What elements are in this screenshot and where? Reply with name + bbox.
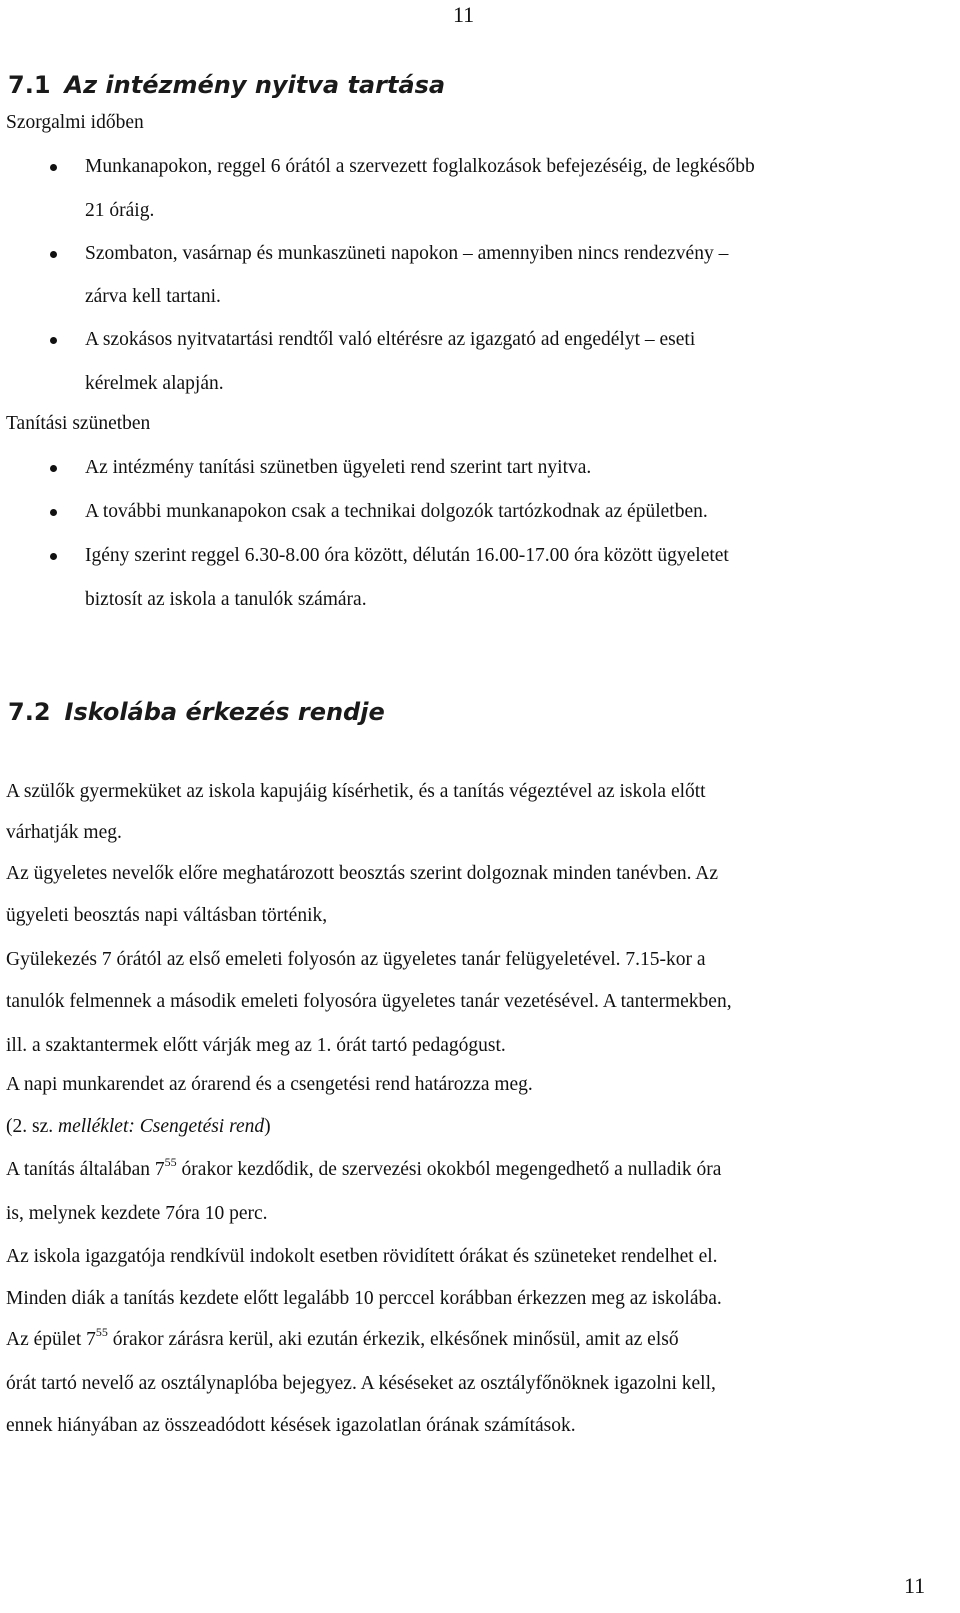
section-title: Iskolába érkezés rendje — [64, 698, 385, 726]
subheading-szorgalmi: Szorgalmi időben — [6, 112, 144, 133]
bullet-icon — [50, 164, 57, 171]
bullet-item-line: biztosít az iskola a tanulók számára. — [85, 589, 367, 610]
closing-time-line — [6, 1325, 679, 1350]
annex-title: melléklet: Csengetési rend — [58, 1116, 265, 1137]
bullet-item-line: Szombaton, vasárnap és munkaszüneti napokon – amennyiben nincs rendezvény – — [85, 243, 729, 264]
paragraph-line: ennek hiányában az összeadódott késések igazolatlan órának számítások. — [6, 1415, 576, 1436]
bullet-item-line: zárva kell tartani. — [85, 286, 221, 307]
page-number-top: 11 — [453, 2, 475, 27]
bullet-item-line: Az intézmény tanítási szünetben ügyeleti rend szerint tart nyitva. — [85, 457, 592, 478]
section-number: 7.1 — [8, 71, 51, 99]
bullet-icon — [50, 553, 57, 560]
paragraph-line: órát tartó nevelő az osztálynaplóba bejegyez. A késéseket az osztályfőnöknek igazolni kell, — [6, 1373, 716, 1394]
paragraph-line: Gyülekezés 7 órától az első emeleti folyosón az ügyeletes tanár felügyeletével. 7.15-kor a — [6, 949, 706, 970]
paragraph-line: Minden diák a tanítás kezdete előtt legalább 10 perccel korábban érkezzen meg az iskolába. — [6, 1288, 722, 1309]
start-time-minutes: 55 — [164, 1155, 177, 1169]
section-number: 7.2 — [8, 698, 51, 726]
bullet-item-line: Igény szerint reggel 6.30-8.00 óra között, délután 16.00-17.00 óra között ügyeletet — [85, 545, 729, 566]
bullet-item-line: 21 óráig. — [85, 200, 155, 221]
bullet-item-line: A további munkanapokon csak a technikai dolgozók tartózkodnak az épületben. — [85, 501, 708, 522]
paragraph-line: várhatják meg. — [6, 822, 122, 843]
start-time-text-rest: órakor kezdődik, de szervezési okokból megengedhető a nulladik óra — [176, 1159, 722, 1180]
bullet-item-line: kérelmek alapján. — [85, 373, 224, 394]
start-time-text: A tanítás általában 7 — [6, 1159, 165, 1180]
paragraph-line: A napi munkarendet az órarend és a csengetési rend határozza meg. — [6, 1074, 533, 1095]
annex-reference — [6, 1117, 271, 1137]
page-number-bottom: 11 — [904, 1573, 926, 1598]
paragraph-line: ügyeleti beosztás napi váltásban történik, — [6, 905, 328, 926]
paragraph-line: tanulók felmennek a második emeleti folyosóra ügyeletes tanár vezetésével. A tantermekben, — [6, 991, 732, 1012]
closing-time-minutes: 55 — [95, 1325, 108, 1339]
paragraph-line: Az ügyeletes nevelők előre meghatározott beosztás szerint dolgoznak minden tanévben. Az — [6, 863, 719, 884]
paragraph-line: A szülők gyermeküket az iskola kapujáig kísérhetik, és a tanítás végeztével az iskola előtt — [6, 781, 706, 802]
bullet-icon — [50, 465, 57, 472]
paragraph-line: is, melynek kezdete 7óra 10 perc. — [6, 1203, 268, 1224]
closing-time-text: Az épület 7 — [6, 1329, 96, 1350]
section-title: Az intézmény nyitva tartása — [64, 71, 446, 99]
start-time-line — [6, 1155, 722, 1180]
bullet-item-line: Munkanapokon, reggel 6 órától a szervezett foglalkozások befejezéséig, de legkésőbb — [85, 156, 755, 177]
section-heading-7-2 — [8, 700, 385, 724]
bullet-icon — [50, 337, 57, 344]
bullet-icon — [50, 251, 57, 258]
closing-time-text-rest: órakor zárásra kerül, aki ezután érkezik, elkésőnek minősül, amit az első — [107, 1329, 679, 1350]
bullet-icon — [50, 509, 57, 516]
subheading-tanitasi-szunet: Tanítási szünetben — [6, 413, 151, 434]
annex-suffix: ) — [264, 1116, 271, 1137]
paragraph-line: ill. a szaktantermek előtt várják meg az 1. órát tartó pedagógust. — [6, 1035, 506, 1056]
annex-prefix: (2. sz. — [6, 1116, 58, 1137]
bullet-item-line: A szokásos nyitvatartási rendtől való eltérésre az igazgató ad engedélyt – eseti — [85, 329, 696, 350]
section-heading-7-1 — [8, 73, 445, 97]
paragraph-line: Az iskola igazgatója rendkívül indokolt esetben rövidített órákat és szüneteket rendelhet el. — [6, 1246, 718, 1267]
